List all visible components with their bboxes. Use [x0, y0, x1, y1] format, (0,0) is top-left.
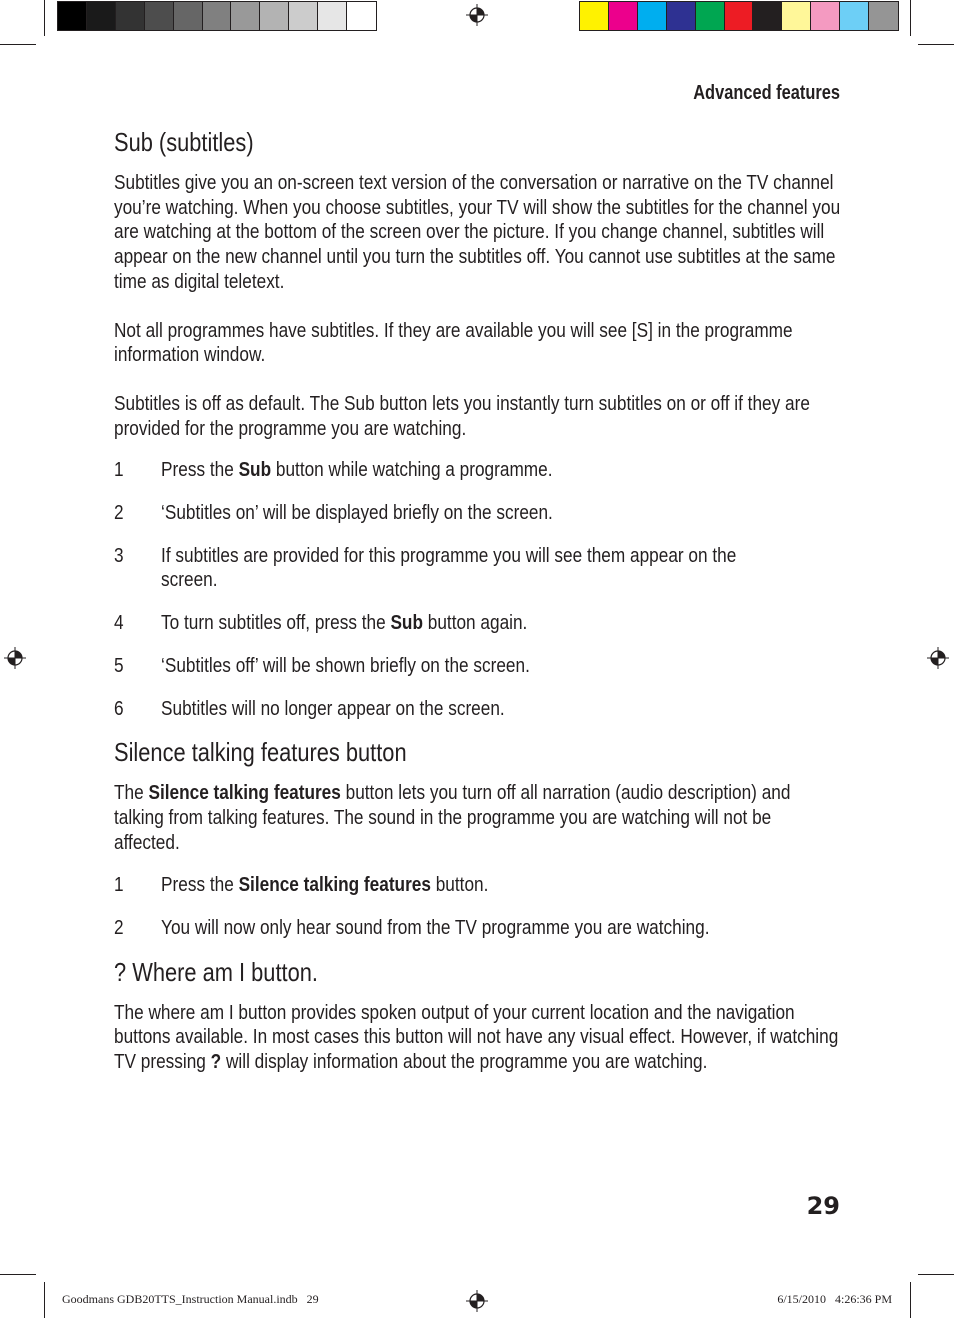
registration-mark-icon — [466, 4, 488, 26]
silence-steps-list — [114, 873, 841, 940]
color-swatch — [609, 2, 638, 30]
step-text: ‘Subtitles on’ will be displayed briefly on the screen. — [161, 501, 553, 525]
step-text: You will now only hear sound from the TV programme you are watching. — [161, 916, 710, 940]
crop-mark — [918, 44, 954, 45]
section-title-sub: Sub (subtitles) — [114, 127, 254, 157]
paragraph: Subtitles give you an on-screen text version of the conversation or narrative on the TV channel you’re watching. When you choose subtitles, your TV will show the subtitles for the channel you are watching at the bottom of the screen over the picture. If you change channel, subtitles will appear on the new channel until you turn the subtitles off. You cannot use subtitles at the same time as digital teletext. — [114, 171, 841, 293]
crop-mark — [0, 1274, 36, 1275]
list-item — [114, 458, 841, 483]
step-text: To turn subtitles off, press the Sub button again. — [161, 611, 528, 635]
step-text: Press the Silence talking features button. — [161, 873, 489, 897]
color-swatch — [638, 2, 667, 30]
color-swatch — [174, 2, 203, 30]
step-number: 5 — [114, 653, 124, 677]
color-swatch — [289, 2, 318, 30]
list-item — [114, 611, 841, 636]
color-swatch — [811, 2, 840, 30]
button-name: Sub — [238, 458, 272, 482]
page-number: 29 — [806, 1192, 840, 1220]
button-name: Sub — [390, 611, 423, 635]
step-number: 1 — [114, 873, 124, 897]
page-content — [114, 126, 841, 1075]
list-item — [114, 501, 841, 526]
color-bar — [579, 1, 899, 31]
footer-timestamp: 6/15/2010 4:26:36 PM — [777, 1292, 892, 1306]
crop-mark — [918, 1274, 954, 1275]
paragraph: Not all programmes have subtitles. If they are available you will see [S] in the programme information window. — [114, 318, 793, 367]
color-swatch — [347, 2, 376, 30]
crop-mark — [44, 0, 45, 36]
color-swatch — [869, 2, 898, 30]
crop-mark — [0, 44, 36, 45]
color-swatch — [203, 2, 232, 30]
step-number: 1 — [114, 458, 124, 482]
color-swatch — [318, 2, 347, 30]
color-swatch — [231, 2, 260, 30]
paragraph: The where am I button provides spoken output of your current location and the navigation buttons available. In most cases this button will not have any visual effect. However, if watching TV pressing ? will display information about the programme you are watching. — [114, 1000, 839, 1074]
running-header: Advanced features — [693, 82, 840, 104]
color-swatch — [260, 2, 289, 30]
registration-mark-icon — [466, 1290, 488, 1312]
step-text: Subtitles will no longer appear on the screen. — [161, 696, 505, 720]
section-title-silence: Silence talking features button — [114, 737, 407, 768]
button-name: ? — [210, 1050, 222, 1074]
paragraph: Subtitles is off as default. The Sub button lets you instantly turn subtitles on or off if they are provided for the programme you are watching. — [114, 391, 810, 440]
crop-mark — [910, 1282, 911, 1318]
step-number: 6 — [114, 696, 124, 720]
color-swatch — [667, 2, 696, 30]
list-item — [114, 873, 841, 898]
color-swatch — [87, 2, 116, 30]
color-swatch — [145, 2, 174, 30]
list-item — [114, 697, 841, 722]
color-swatch — [753, 2, 782, 30]
color-swatch — [725, 2, 754, 30]
crop-mark — [44, 1282, 45, 1318]
step-number: 2 — [114, 916, 124, 940]
color-swatch — [696, 2, 725, 30]
step-text: ‘Subtitles off’ will be shown briefly on the screen. — [161, 653, 530, 677]
color-swatch — [840, 2, 869, 30]
step-number: 3 — [114, 543, 124, 567]
list-item — [114, 654, 841, 679]
grayscale-bar — [57, 1, 377, 31]
registration-mark-icon — [927, 647, 949, 669]
footer-filename: Goodmans GDB20TTS_Instruction Manual.indb 29 — [62, 1292, 319, 1306]
color-swatch — [782, 2, 811, 30]
sub-steps-list — [114, 458, 841, 721]
section-title-where: ? Where am I button. — [114, 956, 318, 987]
color-swatch — [58, 2, 87, 30]
color-swatch — [116, 2, 145, 30]
paragraph: The Silence talking features button lets you turn off all narration (audio description) and talking from talking features. The sound in the programme you are watching will not be affected. — [114, 781, 791, 854]
step-text: Press the Sub button while watching a programme. — [161, 458, 553, 482]
button-name: Silence talking features — [148, 781, 341, 805]
step-text: If subtitles are provided for this programme you will see them appear on the screen. — [161, 543, 737, 592]
crop-mark — [910, 0, 911, 36]
color-swatch — [580, 2, 609, 30]
list-item — [114, 916, 841, 941]
registration-mark-icon — [4, 647, 26, 669]
button-name: Silence talking features — [238, 873, 431, 897]
step-number: 4 — [114, 611, 124, 635]
list-item — [114, 544, 841, 593]
step-number: 2 — [114, 501, 124, 525]
